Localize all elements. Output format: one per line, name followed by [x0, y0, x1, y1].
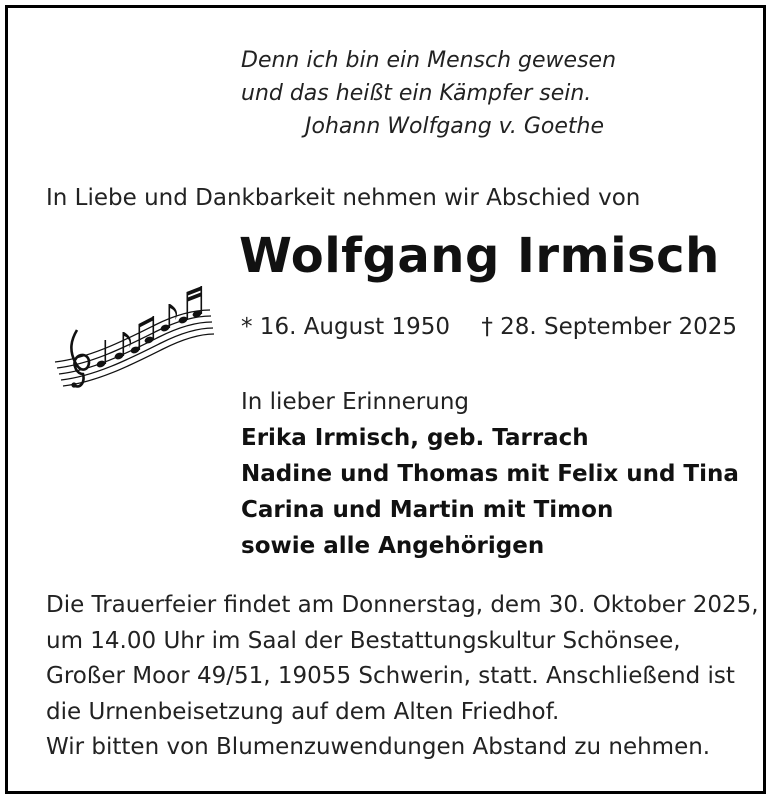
- goethe-quote: [241, 44, 616, 143]
- mourner-name: Nadine und Thomas mit Felix und Tina: [241, 461, 739, 487]
- deceased-name: Wolfgang Irmisch: [239, 228, 720, 284]
- mourner-name: Erika Irmisch, geb. Tarrach: [241, 425, 589, 451]
- quote-line-2: und das heißt ein Kämpfer sein.: [241, 81, 592, 106]
- funeral-line: Wir bitten von Blumenzuwendungen Abstand zu nehmen.: [46, 734, 711, 760]
- music-notes-icon: [45, 270, 215, 390]
- quote-line-1: Denn ich bin ein Mensch gewesen: [241, 48, 617, 73]
- funeral-line: Großer Moor 49/51, 19055 Schwerin, statt. Anschließend ist: [46, 663, 735, 689]
- life-dates: [241, 314, 737, 340]
- death-date: † 28. September 2025: [481, 314, 738, 340]
- funeral-line: um 14.00 Uhr im Saal der Bestattungskultur Schönsee,: [46, 627, 681, 654]
- mourner-name: sowie alle Angehörigen: [241, 533, 545, 559]
- mourners-block: [241, 384, 739, 564]
- funeral-line: Die Trauerfeier findet am Donnerstag, dem 30. Oktober 2025,: [46, 592, 759, 618]
- quote-author: Johann Wolfgang v. Goethe: [305, 114, 605, 139]
- birth-date: * 16. August 1950: [241, 314, 451, 340]
- remembrance-intro: In lieber Erinnerung: [241, 389, 470, 415]
- mourner-name: Carina und Martin mit Timon: [241, 497, 614, 523]
- funeral-line: die Urnenbeisetzung auf dem Alten Friedhof.: [46, 698, 560, 725]
- funeral-details: [46, 588, 759, 766]
- farewell-intro: In Liebe und Dankbarkeit nehmen wir Abschied von: [46, 185, 641, 211]
